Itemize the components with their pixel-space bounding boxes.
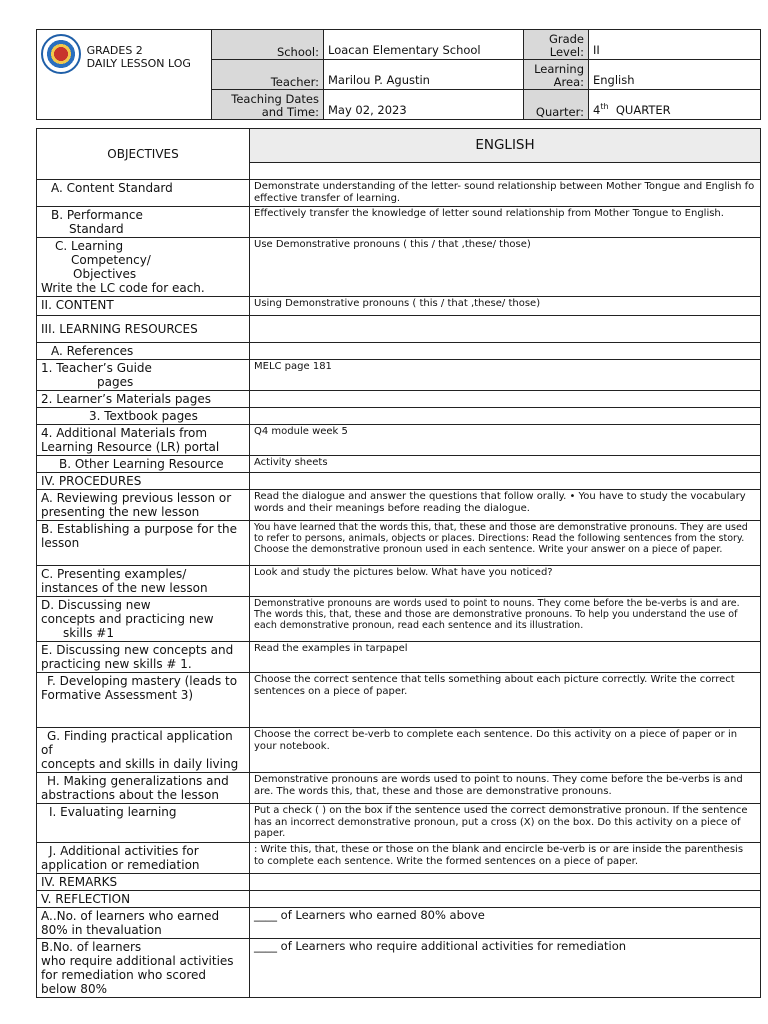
table-row: 1. Teacher’s Guide pages MELC page 181 xyxy=(37,360,761,391)
table-row: B. Performance Standard Effectively transfer the knowledge of letter sound relationship from Mother Tongue to English. xyxy=(37,207,761,238)
table-row: F. Developing mastery (leads to Formative Assessment 3) Choose the correct sentence that tells something about each picture correctly. Write the correct sentences on a piece of paper. xyxy=(37,673,761,728)
table-row: I. Evaluating learning Put a check ( ) on the box if the sentence used the correct demonstrative pronoun. If the sentence has an incorrect demonstrative pronoun, put a cross (X) on the box. Do this activity on a piece of paper. xyxy=(37,804,761,843)
table-row: A. Content Standard Demonstrate understanding of the letter- sound relationship between Mother Tongue and English fo effective transfer of learning. xyxy=(37,180,761,207)
school-label: School: xyxy=(212,30,324,60)
table-row: H. Making generalizations and abstractions about the lesson Demonstrative pronouns are words used to point to nouns. They come before the be-verbs is and are. The words this, that, these and those are demonstrative pronouns. xyxy=(37,773,761,804)
table-row: 2. Learner’s Materials pages xyxy=(37,391,761,408)
table-row: J. Additional activities for application or remediation : Write this, that, these or those on the blank and encircle be-verb is or are inside the parenthesis to complete each sentence. Write the formed sentences on a piece of paper. xyxy=(37,843,761,874)
table-row: IV. PROCEDURES xyxy=(37,473,761,490)
table-row: B.No. of learners who require additional activities for remediation who scored below 80% ____ of Learners who require additional activities for remediation xyxy=(37,939,761,998)
grade-label: Grade Level: xyxy=(524,30,589,60)
teacher-value: Marilou P. Agustin xyxy=(324,60,524,90)
objectives-title: OBJECTIVES xyxy=(37,129,250,180)
subject-blank xyxy=(250,162,761,179)
dates-label: Teaching Dates and Time: xyxy=(212,90,324,120)
table-row: 3. Textbook pages xyxy=(37,408,761,425)
table-row: G. Finding practical application of concepts and skills in daily living Choose the correct be-verb to complete each sentence. Do this activity on a piece of paper or in your notebook. xyxy=(37,728,761,773)
quarter-label: Quarter: xyxy=(524,90,589,120)
quarter-value: 4th QUARTER xyxy=(589,90,761,120)
table-row: C. Learning Competency/ Objectives Write the LC code for each. Use Demonstrative pronouns ( this / that ,these/ those) xyxy=(37,238,761,297)
table-row: B. Other Learning Resource Activity sheets xyxy=(37,456,761,473)
table-row: B. Establishing a purpose for the lesson You have learned that the words this, that, these and those are demonstrative pronouns. They are used to refer to persons, animals, objects or places. Directions: Read the following sentences from the story. Choose the demonstrative pronoun used in each sentence. Write your answer on a piece of paper. xyxy=(37,521,761,566)
table-row: E. Discussing new concepts and practicing new skills # 1. Read the examples in tarpapel xyxy=(37,642,761,673)
table-row: A. References xyxy=(37,343,761,360)
table-row: A..No. of learners who earned 80% in thevaluation ____ of Learners who earned 80% above xyxy=(37,908,761,939)
area-value: English xyxy=(589,60,761,90)
table-row: V. REFLECTION xyxy=(37,891,761,908)
table-row: C. Presenting examples/ instances of the new lesson Look and study the pictures below. What have you noticed? xyxy=(37,566,761,597)
grade-value: II xyxy=(589,30,761,60)
table-row: IV. REMARKS xyxy=(37,874,761,891)
area-label: Learning Area: xyxy=(524,60,589,90)
doc-title: GRADES 2 DAILY LESSON LOG xyxy=(86,44,191,70)
header-table xyxy=(36,29,761,120)
deped-seal-icon xyxy=(41,34,81,74)
table-row: D. Discussing new concepts and practicing new skills #1 Demonstrative pronouns are words used to point to nouns. They come before the be-verbs is and are. The words this, that, these and those are demonstrative pronouns. To help you understand the use of each demonstrative pronoun, read each sentence and its illustration. xyxy=(37,597,761,642)
teacher-label: Teacher: xyxy=(212,60,324,90)
table-row: 4. Additional Materials from Learning Resource (LR) portal Q4 module week 5 xyxy=(37,425,761,456)
table-row: III. LEARNING RESOURCES xyxy=(37,316,761,343)
subject-title: ENGLISH xyxy=(250,129,761,163)
dates-value: May 02, 2023 xyxy=(324,90,524,120)
school-value: Loacan Elementary School xyxy=(324,30,524,60)
table-row: A. Reviewing previous lesson or presenting the new lesson Read the dialogue and answer the questions that follow orally. • You have to study the vocabulary words and their meanings before reading the dialogue. xyxy=(37,490,761,521)
table-row: II. CONTENT Using Demonstrative pronouns ( this / that ,these/ those) xyxy=(37,297,761,316)
header-logo-cell xyxy=(37,30,212,120)
lesson-log-table xyxy=(36,128,761,998)
